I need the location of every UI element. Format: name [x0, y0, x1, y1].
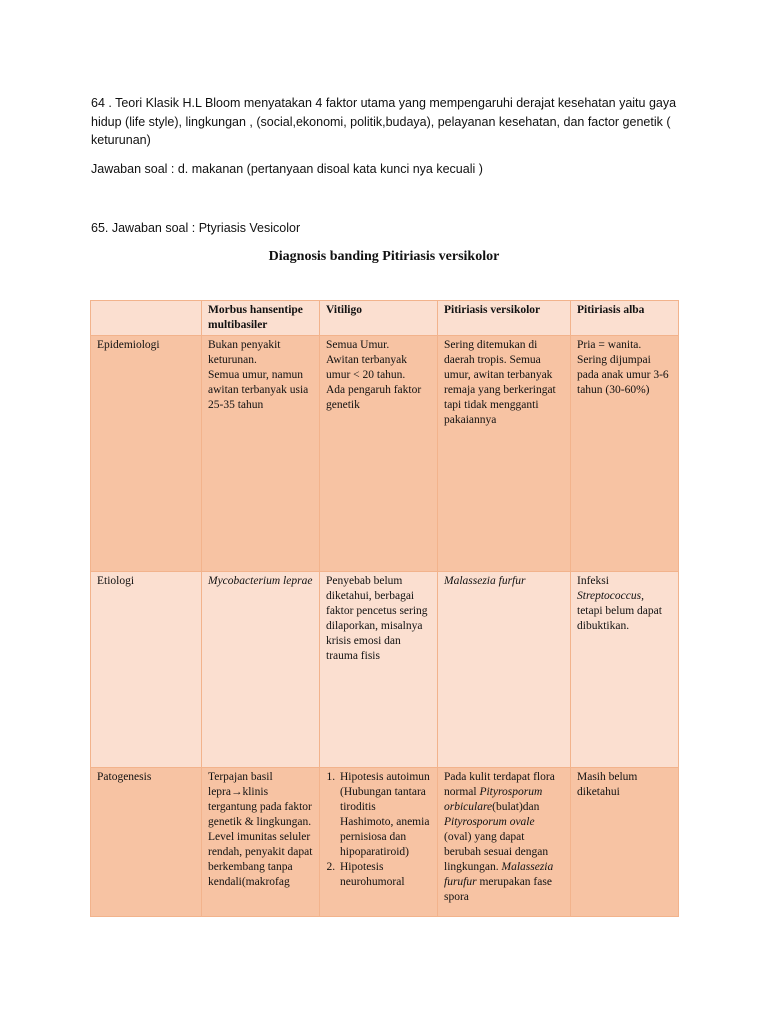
table-row-etiologi [91, 572, 679, 768]
etiologi-alba-text-2: tetapi belum dapat dibuktikan. [577, 605, 662, 632]
organism-name: Malassezia furufur [444, 861, 554, 888]
cell-patogenesis-morbus: Terpajan basil lepra→klinis tergantung pada faktor genetik & lingkungan. Level imunitas seluler rendah, penyakit dapat berkembang tanpa kendali(makrofag [202, 768, 320, 917]
list-item: 1. Hipotesis autoimun (Hubungan tantara tiroditis Hashimoto, anemia pernisiosa dan hipoparatiroid) [338, 770, 431, 860]
header-pitiriasis-alba: Pitiriasis alba [571, 301, 679, 336]
cell-epidemiologi-morbus: Bukan penyakit keturunan. Semua umur, namun awitan terbanyak usia 25-35 tahun [202, 336, 320, 572]
list-item: 2. Hipotesis neurohumoral [338, 860, 431, 890]
organism-name: Pityrosporum orbiculare [444, 786, 543, 813]
table-row-epidemiologi [91, 336, 679, 572]
patogenesis-text: merupakan fase spora [444, 876, 552, 903]
organism-name: Pityrosporum ovale [444, 816, 535, 828]
cell-etiologi-vitiligo: Penyebab belum diketahui, berbagai faktor pencetus sering dilaporkan, misalnya krisis emosi dan trauma fisis [320, 572, 438, 768]
vitiligo-hypothesis-list [320, 770, 431, 890]
patogenesis-text: (bulat)dan [492, 801, 540, 813]
etiologi-alba-organism: Streptococcus, [577, 590, 644, 602]
header-pitiriasis-versikolor: Pitiriasis versikolor [438, 301, 571, 336]
table-title: Diagnosis banding Pitiriasis versikolor [268, 249, 500, 264]
answer-65: 65. Jawaban soal : Ptyriasis Vesicolor [91, 221, 301, 235]
cell-etiologi-versikolor: Malassezia furfur [438, 572, 571, 768]
header-vitiligo: Vitiligo [320, 301, 438, 336]
patogenesis-text: Pada kulit terdapat flora normal [444, 771, 555, 798]
cell-epidemiologi-versikolor: Sering ditemukan di daerah tropis. Semua umur, awitan terbanyak remaja yang berkeringat tapi tidak mengganti pakaiannya [438, 336, 571, 572]
row-label-epidemiologi: Epidemiologi [91, 336, 202, 572]
etiologi-alba-text-1: Infeksi [577, 575, 609, 587]
answer-64: Jawaban soal : d. makanan (pertanyaan disoal kata kunci nya kecuali ) [91, 162, 483, 176]
row-label-patogenesis: Patogenesis [91, 768, 202, 917]
cell-patogenesis-vitiligo [320, 768, 438, 917]
patogenesis-text: (oval) yang dapat berubah sesuai dengan lingkungan. [444, 831, 549, 873]
cell-etiologi-alba [571, 572, 679, 768]
table-header-row [91, 301, 679, 336]
cell-epidemiologi-vitiligo: Semua Umur. Awitan terbanyak umur < 20 tahun. Ada pengaruh faktor genetik [320, 336, 438, 572]
table-row-patogenesis [91, 768, 679, 917]
cell-etiologi-morbus: Mycobacterium leprae [202, 572, 320, 768]
row-label-etiologi: Etiologi [91, 572, 202, 768]
differential-diagnosis-table [90, 300, 679, 917]
cell-patogenesis-alba: Masih belum diketahui [571, 768, 679, 917]
question-64-text: 64 . Teori Klasik H.L Bloom menyatakan 4 faktor utama yang mempengaruhi derajat kesehatan yaitu gaya hidup (life style), lingkungan , (social,ekonomi, politik,budaya), pelayanan kesehatan, dan factor genetik ( keturunan) [91, 96, 677, 147]
header-morbus-hansen: Morbus hansentipe multibasiler [202, 301, 320, 336]
cell-patogenesis-versikolor [438, 768, 571, 917]
cell-epidemiologi-alba: Pria = wanita. Sering dijumpai pada anak umur 3-6 tahun (30-60%) [571, 336, 679, 572]
header-cell-empty [91, 301, 202, 336]
